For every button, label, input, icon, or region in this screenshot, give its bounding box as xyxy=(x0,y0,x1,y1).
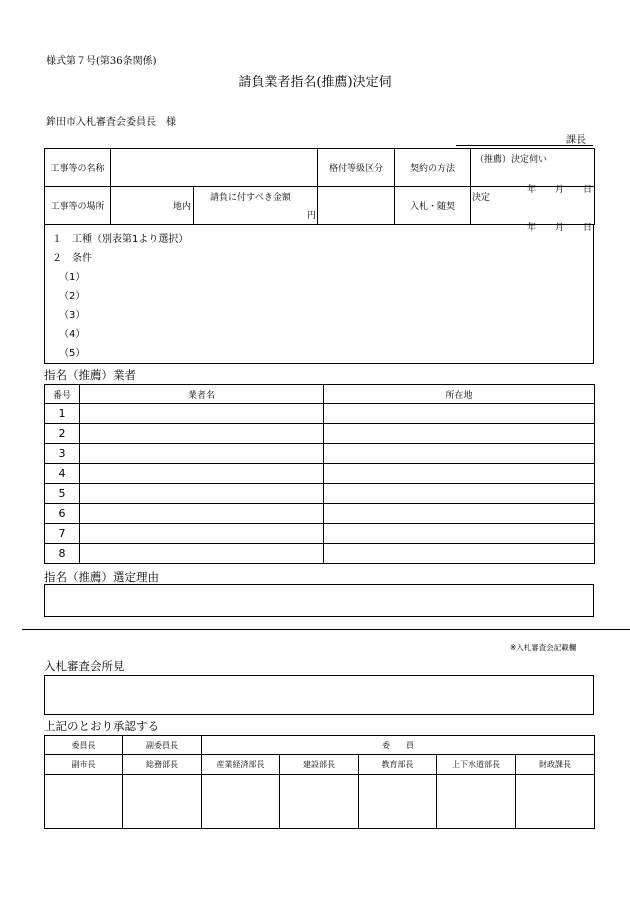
inquiry-date-cell xyxy=(471,149,595,195)
table-row xyxy=(45,444,595,464)
vendor-address-field[interactable] xyxy=(324,484,595,504)
vice-chair-header: 副委員長 xyxy=(123,736,202,755)
grade-label: 格付等級区分 xyxy=(318,149,395,187)
row-number: 1 xyxy=(45,404,80,424)
vendor-address-field[interactable] xyxy=(324,424,595,444)
vendor-name-field[interactable] xyxy=(80,484,324,504)
condition-sub-1: （1） xyxy=(59,272,86,283)
general-affairs-header: 総務部長 xyxy=(123,755,202,775)
page-title: 請負業者指名(推薦)決定伺 xyxy=(238,75,392,90)
table-row xyxy=(45,484,595,504)
vendor-address-field[interactable] xyxy=(324,504,595,524)
table-row xyxy=(45,404,595,424)
col-vendor-name-header: 業者名 xyxy=(80,385,324,404)
decision-label: 決定 xyxy=(472,193,491,203)
table-row xyxy=(45,464,595,484)
seal-education[interactable] xyxy=(359,775,437,829)
chair-header: 委員長 xyxy=(45,736,123,755)
vendors-section-title: 指名（推薦）業者 xyxy=(44,368,136,382)
vendor-address-field[interactable] xyxy=(324,404,595,424)
seal-industry-economy[interactable] xyxy=(202,775,280,829)
summary-table xyxy=(44,148,595,233)
row-number: 7 xyxy=(45,524,80,544)
seal-finance[interactable] xyxy=(516,775,595,829)
amount-cell[interactable] xyxy=(194,187,318,225)
inquiry-year: 年 xyxy=(527,185,537,195)
row-number: 3 xyxy=(45,444,80,464)
decision-month: 月 xyxy=(555,223,565,233)
inquiry-day: 日 xyxy=(583,185,593,195)
form-number: 様式第７号(第36条関係) xyxy=(46,56,157,67)
col-number-header: 番号 xyxy=(45,385,80,404)
condition-item-2: ２ 条件 xyxy=(52,253,92,264)
condition-sub-4: （4） xyxy=(59,329,86,340)
finance-header: 財政課長 xyxy=(516,755,595,775)
reason-section-title: 指名（推薦）選定理由 xyxy=(44,570,159,584)
vendor-address-field[interactable] xyxy=(324,544,595,564)
vendor-name-field[interactable] xyxy=(80,424,324,444)
row-number: 8 xyxy=(45,544,80,564)
work-location-label: 工事等の場所 xyxy=(45,187,111,225)
work-location-field[interactable] xyxy=(111,187,194,225)
vendor-name-field[interactable] xyxy=(80,524,324,544)
seal-deputy-mayor[interactable] xyxy=(45,775,123,829)
table-row xyxy=(45,424,595,444)
vendor-address-field[interactable] xyxy=(324,524,595,544)
reason-field[interactable] xyxy=(44,584,594,617)
condition-sub-5: （5） xyxy=(59,348,86,359)
construction-header: 建設部長 xyxy=(280,755,359,775)
deputy-mayor-header: 副市長 xyxy=(45,755,123,775)
approval-table xyxy=(44,735,595,829)
vendor-name-field[interactable] xyxy=(80,444,324,464)
industry-economy-header: 産業経済部長 xyxy=(202,755,280,775)
condition-sub-2: （2） xyxy=(59,291,86,302)
opinion-section-title: 入札審査会所見 xyxy=(44,659,125,673)
row-number: 4 xyxy=(45,464,80,484)
condition-item-1: １ 工種（別表第1より選択） xyxy=(52,234,189,245)
vendor-name-field[interactable] xyxy=(80,464,324,484)
section-divider xyxy=(22,629,630,630)
inquiry-month: 月 xyxy=(555,185,565,195)
vendor-address-field[interactable] xyxy=(324,464,595,484)
section-chief-line xyxy=(456,145,593,146)
water-header: 上下水道部長 xyxy=(437,755,516,775)
col-address-header: 所在地 xyxy=(324,385,595,404)
row-number: 5 xyxy=(45,484,80,504)
approval-section-title: 上記のとおり承認する xyxy=(44,719,159,733)
vendor-address-field[interactable] xyxy=(324,444,595,464)
work-name-label: 工事等の名称 xyxy=(45,149,111,187)
seal-general-affairs[interactable] xyxy=(123,775,202,829)
seal-construction[interactable] xyxy=(280,775,359,829)
decision-day: 日 xyxy=(583,223,593,233)
addressee: 鉾田市入札審査会委員長 様 xyxy=(46,117,176,128)
committee-note: ※入札審査会記載欄 xyxy=(510,643,577,652)
amount-label: 請負に付すべき金額 xyxy=(210,193,291,203)
decision-date-cell xyxy=(471,187,595,233)
contract-method-label: 契約の方法 xyxy=(395,149,471,187)
seal-water[interactable] xyxy=(437,775,516,829)
section-chief-label: 課長 xyxy=(566,135,586,146)
method-value: 入札・随契 xyxy=(395,187,471,225)
area-suffix: 地内 xyxy=(172,202,191,212)
table-row xyxy=(45,504,595,524)
vendor-name-field[interactable] xyxy=(80,404,324,424)
members-header: 委 員 xyxy=(202,736,595,755)
opinion-field[interactable] xyxy=(44,675,594,715)
vendor-name-field[interactable] xyxy=(80,544,324,564)
inquiry-label: （推薦）決定伺い xyxy=(475,155,548,165)
row-number: 2 xyxy=(45,424,80,444)
table-row xyxy=(45,544,595,564)
table-row xyxy=(45,524,595,544)
row-number: 6 xyxy=(45,504,80,524)
education-header: 教育部長 xyxy=(359,755,437,775)
vendors-table xyxy=(44,384,595,564)
conditions-box[interactable] xyxy=(44,225,594,364)
condition-sub-3: （3） xyxy=(59,310,86,321)
grade-field[interactable] xyxy=(318,187,395,225)
decision-year: 年 xyxy=(527,223,537,233)
yen-label: 円 xyxy=(306,211,316,221)
work-name-field[interactable] xyxy=(111,149,318,187)
vendor-name-field[interactable] xyxy=(80,504,324,524)
